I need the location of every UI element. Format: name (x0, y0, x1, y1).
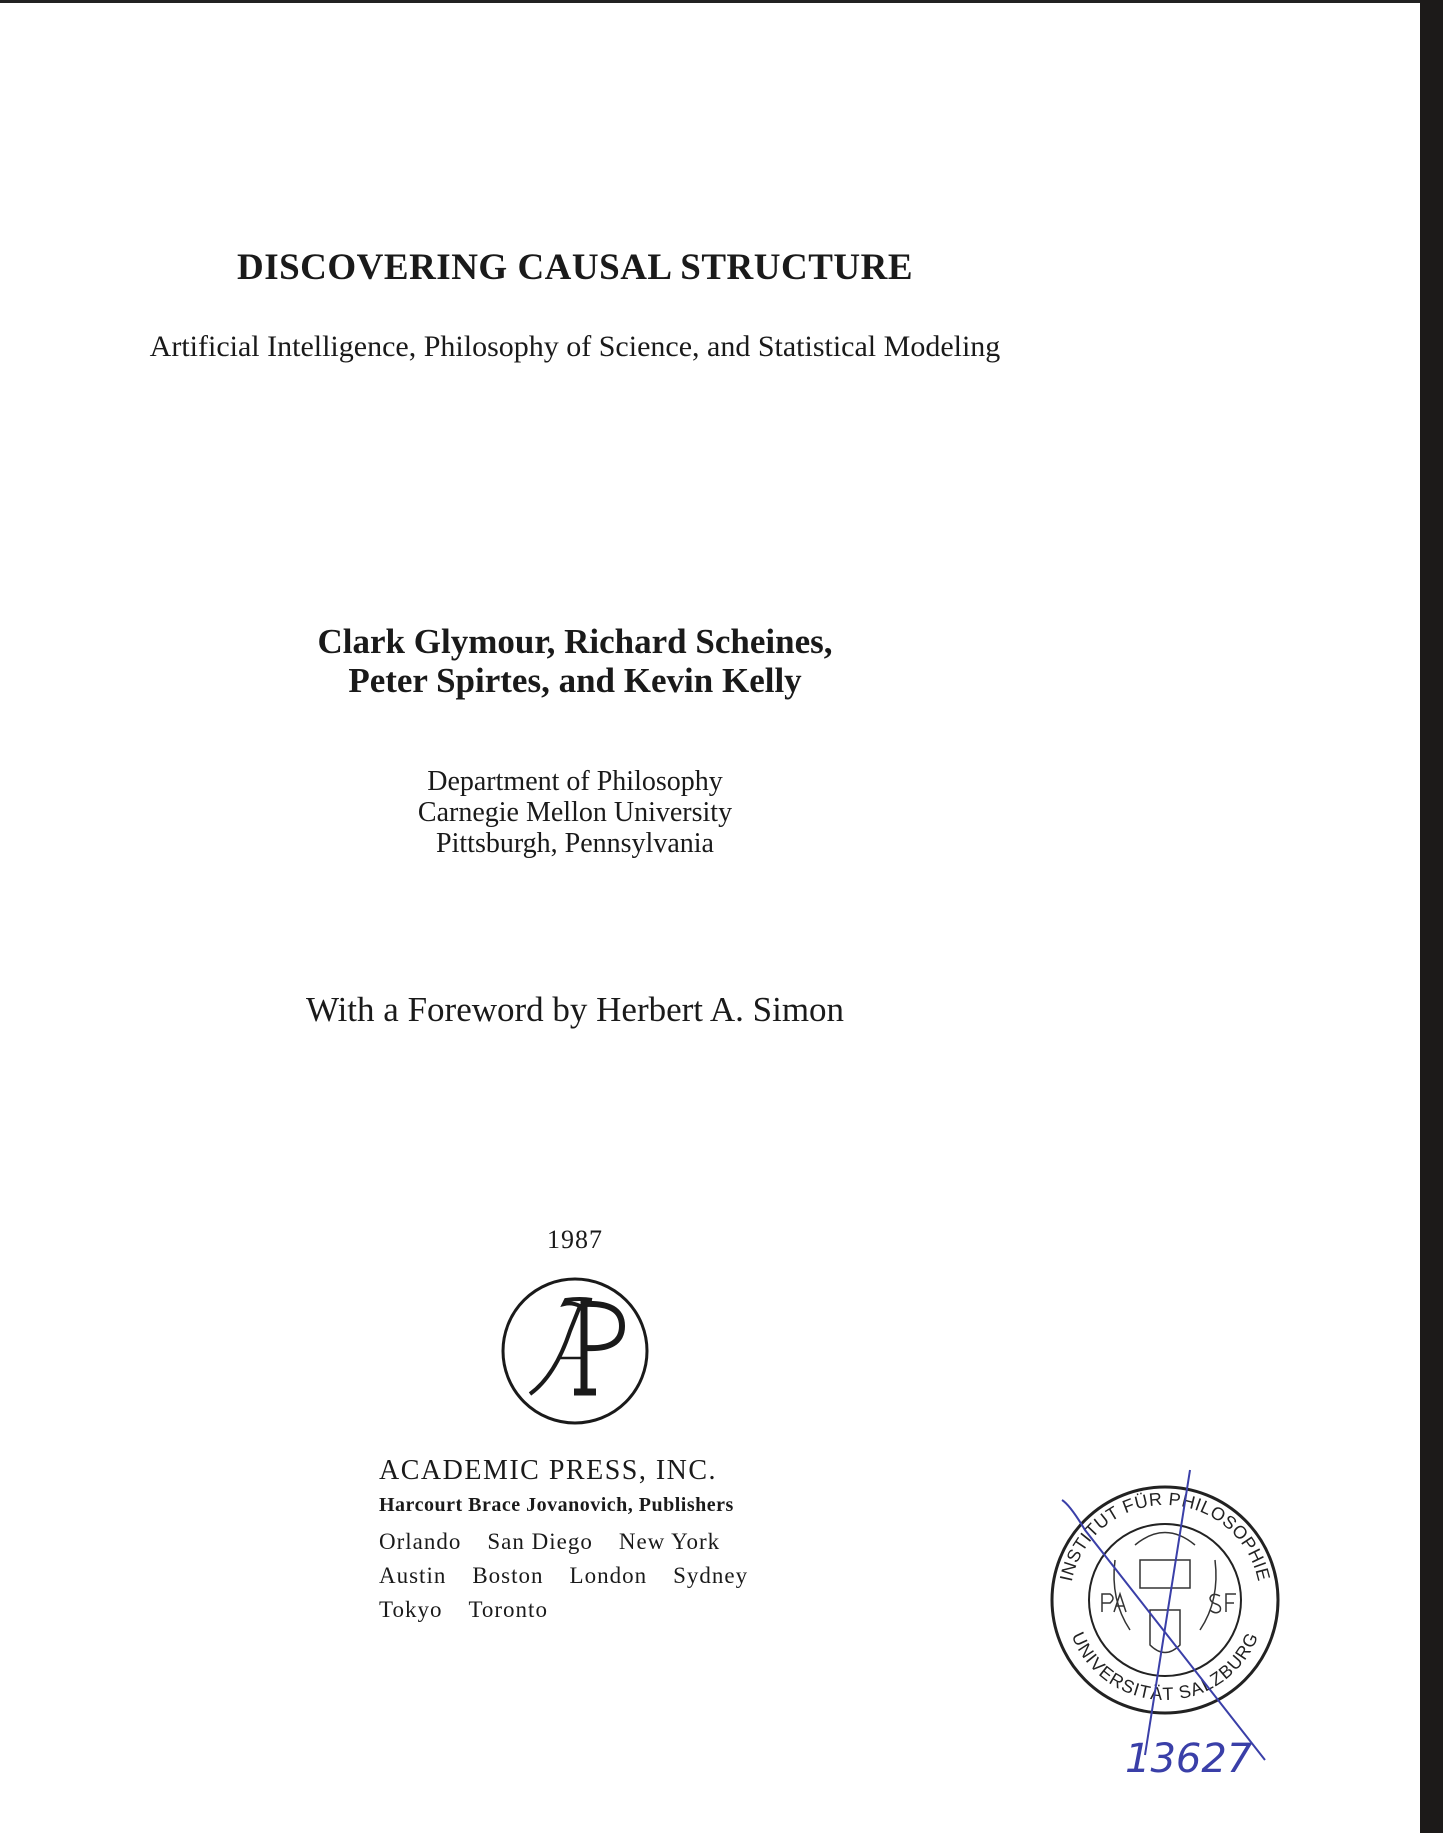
cities-line (379, 1563, 774, 1589)
book-title: DISCOVERING CAUSAL STRUCTURE (236, 247, 914, 288)
book-subtitle: Artificial Intelligence, Philosophy of Science, and Statistical Modeling (149, 330, 1001, 363)
stamp-text-bottom: UNIVERSITÄT SALZBURG (1067, 1628, 1263, 1705)
scan-right-edge (1420, 0, 1443, 1833)
city: Sydney (673, 1563, 749, 1588)
scan-top-edge (0, 0, 1420, 3)
foreword-credit: With a Foreword by Herbert A. Simon (305, 990, 845, 1029)
academic-press-logo (500, 1276, 650, 1426)
city: New York (618, 1529, 721, 1554)
city: Orlando (379, 1529, 462, 1554)
cities-line (379, 1597, 574, 1623)
stamp-text-top: INSTITUT FÜR PHILOSOPHIE (1056, 1488, 1274, 1584)
inventory-number: 13627 (1125, 1736, 1253, 1782)
cities-line (379, 1529, 746, 1555)
city: Tokyo (379, 1597, 443, 1622)
affiliation-line: Department of Philosophy (427, 766, 723, 797)
city: San Diego (487, 1529, 593, 1554)
library-stamp (1040, 1460, 1290, 1790)
authors-line: Peter Spirtes, and Kevin Kelly (348, 661, 802, 700)
stamp-crest (1102, 1533, 1236, 1653)
publication-year: 1987 (547, 1225, 603, 1254)
authors (0, 622, 1150, 700)
affiliation-line: Carnegie Mellon University (417, 797, 733, 828)
city: Boston (472, 1563, 544, 1588)
city: London (569, 1563, 648, 1588)
publisher-name: ACADEMIC PRESS, INC. (379, 1455, 718, 1486)
affiliation (0, 766, 1150, 859)
publisher-parent: Harcourt Brace Jovanovich, Publishers (379, 1494, 734, 1516)
city: Toronto (468, 1597, 548, 1622)
authors-line: Clark Glymour, Richard Scheines, (317, 622, 833, 661)
affiliation-line: Pittsburgh, Pennsylvania (436, 828, 714, 859)
city: Austin (379, 1563, 447, 1588)
